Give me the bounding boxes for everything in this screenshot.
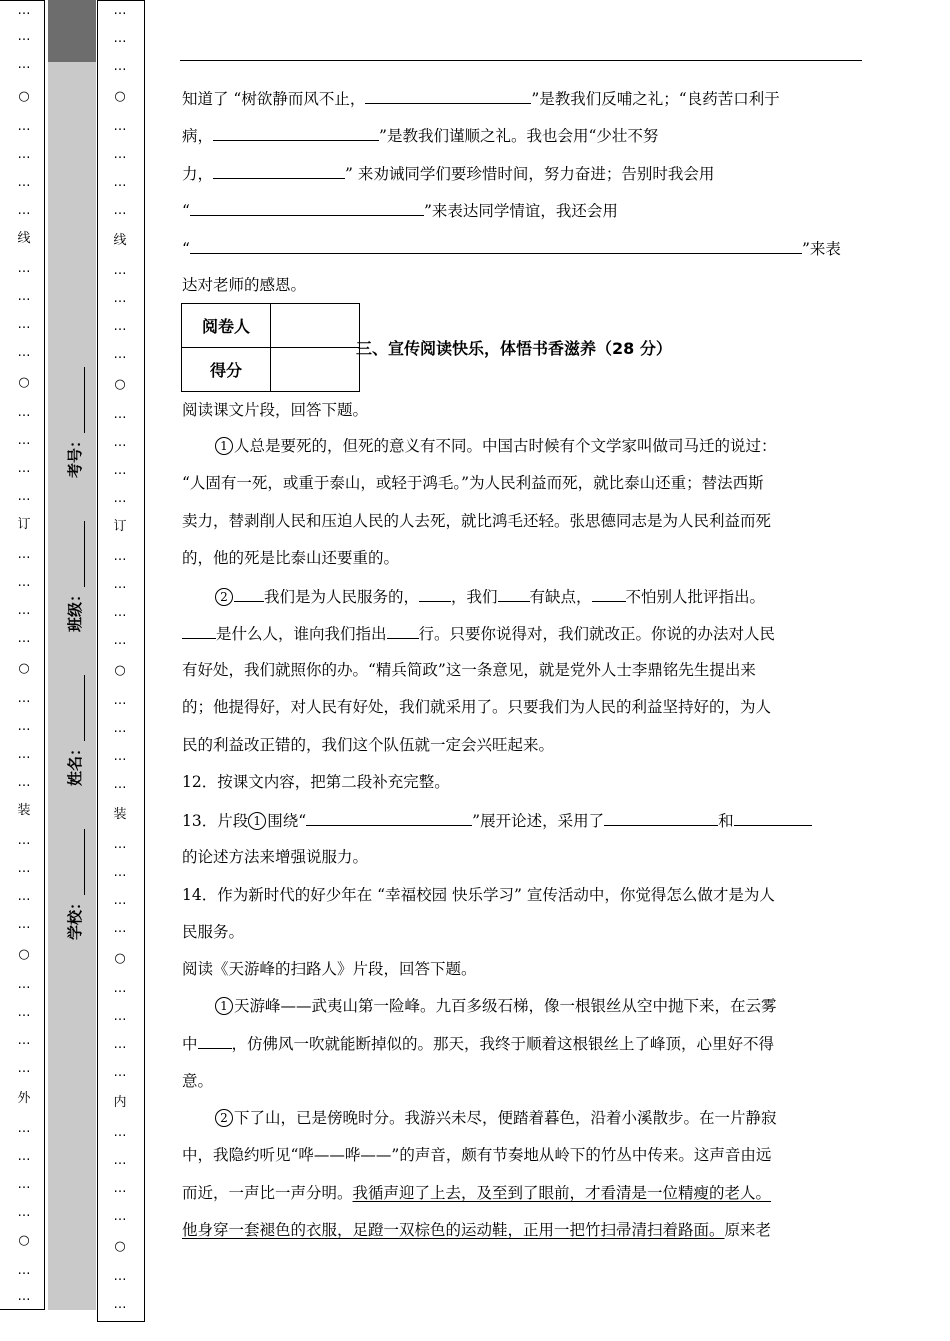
reading1-p1-line: “人固有一死，或重于泰山，或轻于鸿毛。”为人民利益而死，就比泰山还重；替法西斯 (182, 474, 764, 492)
reading2-p2-line: 他身穿一套褪色的衣服，足蹬一双棕色的运动鞋，正用一把竹扫帚清扫着路面。原来老 (182, 1221, 772, 1239)
binding-dark-block (48, 0, 96, 62)
circle-mark: ○ (114, 377, 126, 392)
school-field[interactable]: 学校： (64, 829, 85, 940)
exam-no-field[interactable]: 考号： (64, 367, 85, 478)
inside-mark: 内 (113, 1095, 127, 1110)
circle-mark: ○ (114, 1239, 126, 1254)
bind-mark: 装 (17, 803, 31, 818)
circle-mark: ○ (18, 1233, 30, 1248)
reading1-p2-line: 的；他提得好，对人民有好处，我们就采用了。只要我们为人民的利益坚持好的，为人 (182, 698, 772, 716)
score-cell[interactable] (271, 348, 360, 392)
reading2-p2-line: 2 下了山，已是傍晚时分。我游兴未尽，便踏着暮色，沿着小溪散步。在一片静寂 (215, 1108, 777, 1128)
circle-mark: ○ (114, 951, 126, 966)
reading2-p2-line: 而近，一声比一声分明。我循声迎了上去，及至到了眼前，才看清是一位精瘦的老人。 (182, 1184, 772, 1202)
question-13-cont: 的论述方法来增强说服力。 (182, 848, 369, 866)
circle-mark: ○ (18, 947, 30, 962)
underlined-sentence: 我循声迎了上去，及至到了眼前，才看清是一位精瘦的老人。 (352, 1184, 772, 1202)
paragraph-number: 2 (215, 588, 233, 606)
reading1-p1-line: 卖力，替剥削人民和压迫人民的人去死，就比鸿毛还轻。张思德同志是为人民利益而死 (182, 512, 772, 530)
question-13: 13．片段 1 围绕“ ”展开论述，采用了 和 (182, 810, 812, 831)
section-title: 三、宣传阅读快乐，体悟书香滋养（28 分） (356, 339, 672, 358)
paragraph-number: 1 (248, 812, 266, 830)
answer-blank[interactable] (734, 810, 812, 826)
reading1-intro: 阅读课文片段，回答下题。 (182, 401, 369, 419)
circle-mark: ○ (114, 663, 126, 678)
order-mark: 订 (113, 519, 127, 534)
poem-line-2: 病， ”是教我们谨顺之礼。我也会用“少壮不努 (182, 127, 659, 145)
underlined-sentence: 他身穿一套褪色的衣服，足蹬一双棕色的运动鞋，正用一把竹扫帚清扫着路面。 (182, 1221, 725, 1239)
poem-line-6: 达对老师的感恩。 (182, 276, 307, 294)
reading1-p2-line: 是什么人，谁向我们指出 行。只要你说得对，我们就改正。你说的办法对人民 (182, 623, 775, 644)
answer-blank[interactable] (306, 810, 472, 826)
reading1-p2-line: 有好处，我们就照你的办。“精兵简政”这一条意见，就是党外人士李鼎铭先生提出来 (182, 661, 756, 679)
answer-blank[interactable] (387, 623, 419, 639)
reviewer-label: 阅卷人 (182, 304, 271, 348)
inner-seal-line: … … … ○ … … … … 线 … … … … ○ … … … … 订 … … … … ○ … … … … 装 … … … … ○ … … … … 内 … … … … ○ … … (110, 0, 130, 1320)
order-mark: 订 (17, 517, 31, 532)
paragraph-number: 1 (215, 997, 233, 1015)
answer-blank[interactable] (213, 163, 345, 179)
answer-blank[interactable] (234, 586, 264, 602)
answer-blank[interactable] (592, 586, 626, 602)
reading1-p2-line: 2 我们是为人民服务的， ，我们 有缺点， 不怕别人批评指出。 (215, 586, 765, 607)
answer-blank[interactable] (182, 623, 216, 639)
class-field[interactable]: 班级： (64, 521, 85, 632)
reading2-intro: 阅读《天游峰的扫路人》片段，回答下题。 (182, 960, 477, 978)
question-12: 12．按课文内容，把第二段补充完整。 (182, 773, 450, 791)
poem-line-3: 力， ” 来劝诫同学们要珍惜时间，努力奋进；告别时我会用 (182, 165, 715, 183)
question-14-cont: 民服务。 (182, 923, 245, 941)
circle-mark: ○ (18, 89, 30, 104)
header-rule (180, 60, 862, 61)
poem-line-4: “ ”来表达同学情谊，我还会用 (182, 202, 618, 220)
answer-blank[interactable] (198, 1033, 232, 1049)
answer-blank[interactable] (419, 586, 451, 602)
answer-blank[interactable] (604, 810, 718, 826)
poem-line-1: 知道了 “树欲静而风不止， ”是教我们反哺之礼；“良药苦口利于 (182, 90, 780, 108)
answer-blank[interactable] (190, 200, 424, 216)
reading2-p1-line: 中 ，仿佛风一吹就能断掉似的。那天，我终于顺着这根银丝上了峰顶，心里好不得 (182, 1035, 775, 1053)
answer-blank[interactable] (213, 125, 379, 141)
circle-mark: ○ (18, 661, 30, 676)
line-mark: 线 (113, 233, 127, 248)
reading1-p1-line: 1 人总是要死的，但死的意义有不同。中国古时候有个文学家叫做司马迁的说过： (215, 436, 777, 456)
reviewer-cell[interactable] (271, 304, 360, 348)
line-mark: 线 (17, 231, 31, 246)
outer-seal-line: … … … ○ … … … … 线 … … … … ○ … … … … 订 … … … … ○ … … … … 装 … … … … ○ … … … … 外 … … … … ○ … … (14, 0, 34, 1310)
score-label: 得分 (182, 348, 271, 392)
name-field[interactable]: 姓名： (64, 675, 85, 786)
reading2-p2-line: 中，我隐约听见“哗——哗——”的声音，颇有节奏地从岭下的竹丛中传来。这声音由远 (182, 1146, 772, 1164)
outside-mark: 外 (17, 1091, 31, 1106)
answer-blank[interactable] (498, 586, 530, 602)
answer-blank[interactable] (190, 238, 802, 254)
question-14: 14．作为新时代的好少年在 “幸福校园 快乐学习” 宣传活动中，你觉得怎么做才是为人 (182, 886, 775, 904)
score-table (181, 303, 360, 392)
reading2-p1-line: 意。 (182, 1072, 214, 1090)
paragraph-number: 2 (215, 1109, 233, 1127)
reading1-p1-line: 的，他的死是比泰山还要重的。 (182, 549, 400, 567)
circle-mark: ○ (18, 375, 30, 390)
poem-line-5: “ ”来表 (182, 240, 841, 258)
reading1-p2-line: 民的利益改正错的，我们这个队伍就一定会兴旺起来。 (182, 736, 555, 754)
reading2-p1-line: 1 天游峰——武夷山第一险峰。九百多级石梯，像一根银丝从空中抛下来，在云雾 (215, 996, 777, 1016)
answer-blank[interactable] (365, 88, 531, 104)
bind-mark: 装 (113, 807, 127, 822)
circle-mark: ○ (114, 89, 126, 104)
paragraph-number: 1 (215, 437, 233, 455)
